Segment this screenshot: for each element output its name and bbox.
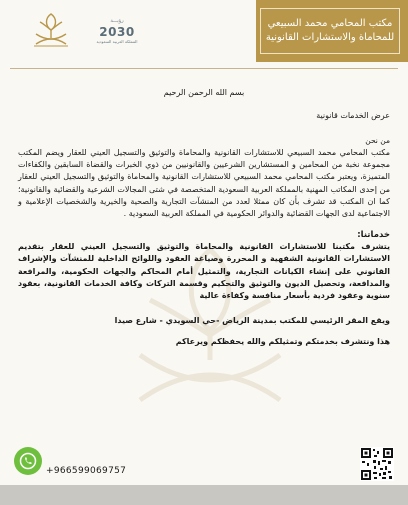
about-heading: من نحن xyxy=(365,136,390,145)
office-name-frame xyxy=(260,8,400,54)
footer-band xyxy=(0,485,408,505)
closing-line: هذا ونتشرف بخدمتكم وتمثيلكم والله يحفظكم ويرعاكم xyxy=(175,337,390,347)
office-name-line2: للمحاماة والاستشارات القانونية xyxy=(265,32,395,43)
about-paragraph: مكتب المحامي محمد السبيعي للاستشارات القانونية والمحاماة والتوثيق والتسجيل العيني للعقار ويضم المكتب مجموعة نخبة من المحامين و المستشارين الشرعيين والقانونيين من ذوي الخبرات والقضاة السابقين والكفاءات المتميزة، ويعتبر مكتب المحامي محمد السبيعي للاستشارات القانونية والمحاماة والتوثيق والتسجيل العيني للعقار من إحدى المكاتب المهنية بالمملكة العربية السعودية المتخصصة في شتى المجالات الشرعية والقضائية والقانونية؛ كما ان المكتب قد تشرف بأن كان ممثلا لعدد من المنشآت التجارية والصحية والخيرية والشخصيات الإعلامية و الاجتماعية لدى الجهات القضائية والدوائر الحكومية في المملكة العربية السعودية . xyxy=(18,148,390,219)
whatsapp-icon[interactable] xyxy=(14,447,42,475)
phone-number[interactable]: +966599069757 xyxy=(46,466,127,476)
header-divider xyxy=(10,68,398,69)
letter-subject: عرض الخدمات قانونية xyxy=(316,111,390,120)
vision-2030-logo xyxy=(92,18,142,46)
office-name-banner xyxy=(256,0,408,62)
saudi-emblem-icon xyxy=(26,8,76,58)
basmala: بسم الله الرحمن الرحيم xyxy=(163,88,245,97)
phone-handset-icon xyxy=(19,452,37,470)
services-paragraph: يتشرف مكتبنا للاستشارات القانونية والمحاماة والتوثيق والتسجيل العيني للعقار بتقديم الاستشارات القانونية الشفهية و المحررة وصياغة العقود واللوائح الداخلية للمنشآت والإشراف القانوني على إنشاء الكيانات التجارية، والتمثيل أمام المحاكم والجهات الحكومية، والمرافعة والمدافعة، وتحصيل الديون والتوثيق والتحكيم وقسمة التركات وكافة الخدمات القانونية، بعقود سنوية وعقود فردية بأسعار منافسة وكفاءة عالية xyxy=(18,242,390,301)
qr-code-icon[interactable] xyxy=(360,447,394,481)
services-heading: خدماتنا: xyxy=(357,230,390,241)
vision-country: المملكة العربية السعودية xyxy=(96,39,138,44)
headquarters-line: ويقع المقر الرئيسي للمكتب بمدينة الرياض -حي السويدي - شارع صيدا xyxy=(114,316,390,326)
letter-body xyxy=(18,88,390,346)
vision-label: رؤيـــة xyxy=(110,18,124,24)
vision-number: 2030 xyxy=(99,25,135,39)
office-name-line1: مكتب المحامي محمد السبيعي xyxy=(267,18,393,29)
